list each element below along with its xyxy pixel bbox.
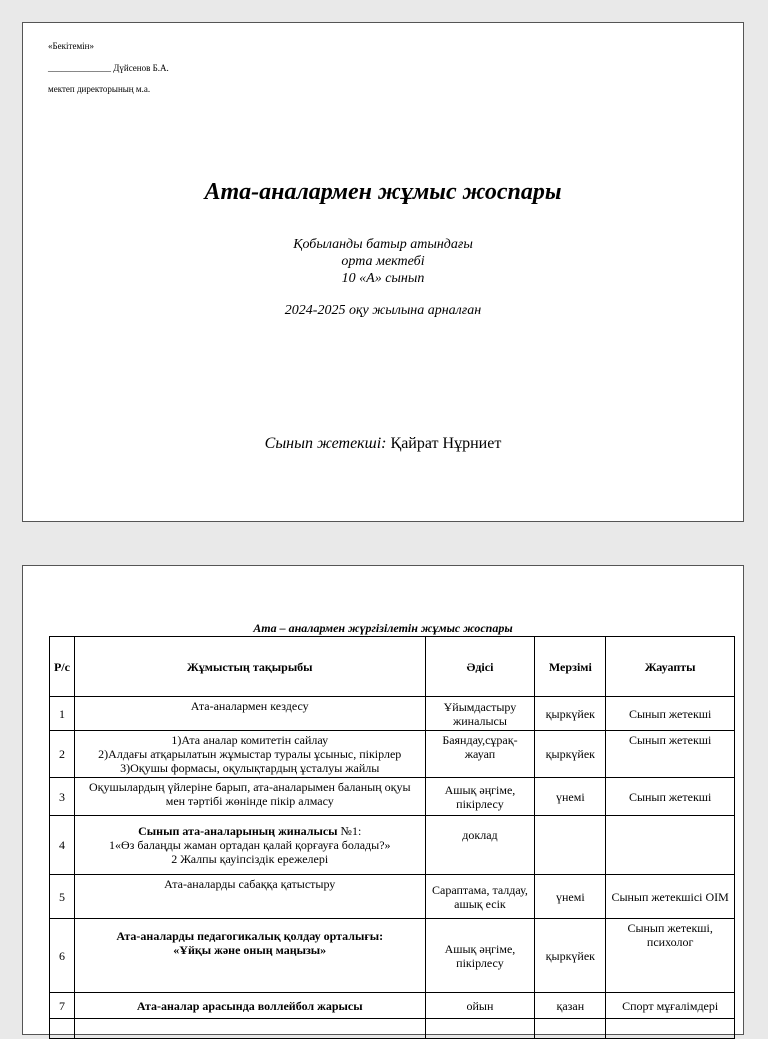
table-row	[50, 919, 735, 993]
table-row	[50, 697, 735, 731]
row-topic-line: «Ұйқы және оның маңызы»	[173, 942, 327, 957]
header-term: Мерзімі	[535, 637, 606, 697]
row-responsible: Сынып жетекші	[606, 778, 735, 816]
row-term	[535, 816, 606, 875]
row-responsible-empty	[606, 1019, 735, 1039]
table-row	[50, 816, 735, 875]
row-term: қазан	[535, 993, 606, 1019]
academic-year: 2024-2025 оқу жылына арналған	[284, 303, 482, 318]
row-method: Баяндау,сұрақ-жауап	[425, 731, 535, 778]
row-responsible	[606, 816, 735, 875]
approval-signature-line: ______________ Дүйсенов Б.А.	[48, 63, 169, 73]
approval-position: мектеп директорының м.а.	[48, 84, 151, 94]
row-num: 6	[50, 919, 75, 993]
header-num: Р/с	[50, 637, 75, 697]
class-teacher-label: Сынып жетекші:	[264, 435, 387, 452]
plan-table	[49, 636, 735, 1039]
row-responsible: Спорт мұғалімдері	[606, 993, 735, 1019]
row-method-empty	[425, 1019, 535, 1039]
school-name-line1: Қобыланды батыр атындағы	[293, 237, 473, 252]
row-responsible: Сынып жетекші	[606, 731, 735, 778]
row-term: үнемі	[535, 778, 606, 816]
row-topic-line: 1«Өз балаңды жаман ортадан қалай қорғауға болады?»	[108, 838, 391, 852]
table-row	[50, 875, 735, 919]
row-num: 1	[50, 697, 75, 731]
row-method: доклад	[425, 816, 535, 875]
row-topic: Ата-аналар арасында воллейбол жарысы	[74, 993, 425, 1019]
plan-page	[22, 565, 744, 1035]
approval-heading: «Бекітемін»	[48, 41, 94, 51]
class-name: 10 «А» сынып	[341, 271, 425, 286]
row-topic	[74, 919, 425, 993]
table-header-row	[50, 637, 735, 697]
school-name-line2: орта мектебі	[341, 254, 425, 269]
row-term: қыркүйек	[535, 919, 606, 993]
header-responsible: Жауапты	[606, 637, 735, 697]
row-method: Сараптама, талдау, ашық есік	[425, 875, 535, 919]
row-topic-line: 3)Оқушы формасы, оқулықтардың ұсталуы жайлы	[120, 761, 380, 775]
row-topic-line: 1)Ата аналар комитетін сайлау	[171, 733, 329, 747]
document-title: Ата-аналармен жұмыс жоспары	[204, 179, 562, 205]
row-topic-empty	[74, 1019, 425, 1039]
meeting-number: №1:	[337, 824, 362, 838]
table-row	[50, 731, 735, 778]
row-num: 3	[50, 778, 75, 816]
row-topic-line	[78, 824, 422, 838]
row-topic	[74, 816, 425, 875]
row-method: Ашық әңгіме, пікірлесу	[425, 778, 535, 816]
row-responsible: Сынып жетекші, психолог	[606, 919, 735, 993]
row-responsible: Сынып жетекші	[606, 697, 735, 731]
row-num: 4	[50, 816, 75, 875]
row-method: ойын	[425, 993, 535, 1019]
row-term-empty	[535, 1019, 606, 1039]
table-row	[50, 778, 735, 816]
row-topic-line: 2 Жалпы қауіпсіздік ережелері	[171, 852, 329, 866]
row-topic: Ата-аналармен кездесу	[74, 697, 425, 731]
header-method: Әдісі	[425, 637, 535, 697]
cover-page	[22, 22, 744, 522]
header-topic: Жұмыстың тақырыбы	[74, 637, 425, 697]
meeting-title: Сынып ата-аналарының жиналысы	[138, 824, 338, 838]
row-term: қыркүйек	[535, 731, 606, 778]
row-responsible: Сынып жетекшісі ОІМ	[606, 875, 735, 919]
row-term: қыркүйек	[535, 697, 606, 731]
row-topic	[74, 731, 425, 778]
row-num: 5	[50, 875, 75, 919]
row-method: Ұйымдастыру жиналысы	[425, 697, 535, 731]
row-method: Ашық әңгіме, пікірлесу	[425, 919, 535, 993]
class-teacher-line	[23, 435, 743, 453]
row-topic-line: 2)Алдағы атқарылатын жұмыстар туралы ұсыныс, пікірлер	[98, 747, 402, 761]
row-term: үнемі	[535, 875, 606, 919]
class-teacher-name: Қайрат Нұрниет	[390, 435, 502, 452]
row-num: 2	[50, 731, 75, 778]
row-topic: Оқушылардың үйлеріне барып, ата-аналарымен баланың оқуы мен тәртібі жөнінде пікір алмасу	[74, 778, 425, 816]
row-topic-line: Ата-аналарды педагогикалық қолдау орталығы:	[116, 928, 384, 943]
row-num: 7	[50, 993, 75, 1019]
plan-table-title: Ата – аналармен жүргізілетін жұмыс жоспары	[253, 621, 513, 635]
row-num-empty	[50, 1019, 75, 1039]
table-row	[50, 1019, 735, 1039]
table-row	[50, 993, 735, 1019]
row-topic: Ата-аналарды сабаққа қатыстыру	[74, 875, 425, 919]
